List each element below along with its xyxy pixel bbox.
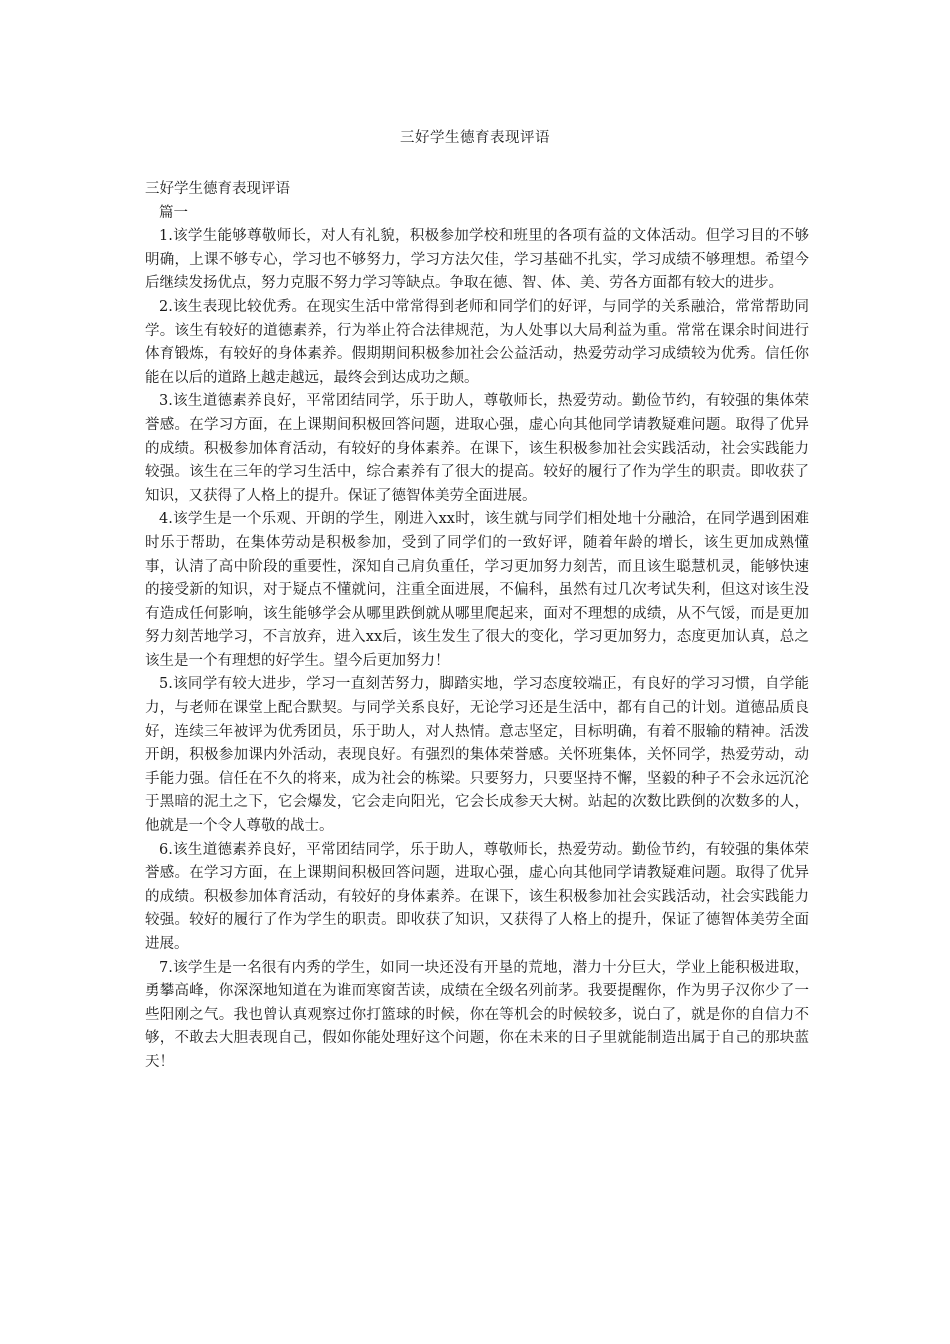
comment-paragraph-2: 2.该生表现比较优秀。在现实生活中常常得到老师和同学们的好评，与同学的关系融洽，常常帮助同学。该生有较好的道德素养，行为举止符合法律规范，为人处事以大局利益为重。常常在课余时间进行体育锻炼，有较好的身体素养。假期期间积极参加社会公益活动，热爱劳动学习成绩较为优秀。信任你能在以后的道路上越走越远，最终会到达成功之颠。: [145, 298, 809, 386]
comment-paragraph-3: 3.该生道德素养良好，平常团结同学，乐于助人，尊敬师长，热爱劳动。勤俭节约，有较强的集体荣誉感。在学习方面，在上课期间积极回答问题，进取心强，虚心向其他同学请教疑难问题。取得了优异的成绩。积极参加体育活动，有较好的身体素养。在课下，该生积极参加社会实践活动，社会实践能力较强。该生在三年的学习生活中，综合素养有了很大的提高。较好的履行了作为学生的职责。即收获了知识，又获得了人格上的提升。保证了德智体美劳全面进展。: [145, 393, 809, 504]
comment-paragraph-7: 7.该学生是一名很有内秀的学生，如同一块还没有开垦的荒地，潜力十分巨大，学业上能积极进取，勇攀高峰，你深深地知道在为谁而寒窗苦读，成绩在全级名列前茅。我要提醒你，作为男子汉你少了一些阳刚之气。我也曾认真观察过你打篮球的时候，你在等机会的时候较多，说白了，就是你的自信力不够，不敢去大胆表现自己，假如你能处理好这个问题，你在未来的日子里就能制造出属于自己的那块蓝天！: [145, 959, 809, 1070]
comment-paragraph-4: 4.该学生是一个乐观、开朗的学生，刚进入xx时，该生就与同学们相处地十分融洽，在同学遇到困难时乐于帮助，在集体劳动是积极参加，受到了同学们的一致好评，随着年龄的增长，该生更加成熟懂事，认清了高中阶段的重要性，深知自己肩负重任，学习更加努力刻苦，而且该生聪慧机灵，能够快速的接受新的知识，对于疑点不懂就问，注重全面进展，不偏科，虽然有过几次考试失利，但这对该生没有造成任何影响，该生能够学会从哪里跌倒就从哪里爬起来，面对不理想的成绩，从不气馁，而是更加努力刻苦地学习，不言放弃，进入xx后，该生发生了很大的变化，学习更加努力，态度更加认真，总之该生是一个有理想的好学生。望今后更加努力！: [145, 511, 809, 669]
section-label: 篇一: [159, 204, 188, 221]
comment-paragraph-5: 5.该同学有较大进步，学习一直刻苦努力，脚踏实地，学习态度较端正，有良好的学习习惯，自学能力，与老师在课堂上配合默契。与同学关系良好，无论学习还是生活中，都有自己的计划。道德品质良好，连续三年被评为优秀团员，乐于助人，对人热情。意志坚定，目标明确，有着不服输的精神。活泼开朗，积极参加课内外活动，表现良好。有强烈的集体荣誉感。关怀班集体，关怀同学，热爱劳动，动手能力强。信任在不久的将来，成为社会的栋梁。只要努力，只要坚持不懈，坚毅的种子不会永远沉沦于黑暗的泥土之下，它会爆发，它会走向阳光，它会长成参天大树。站起的次数比跌倒的次数多的人，他就是一个令人尊敬的战士。: [145, 676, 809, 835]
document-title: 三好学生德育表现评语: [400, 130, 550, 146]
document-body: [145, 178, 809, 1075]
comment-paragraph-6: 6.该生道德素养良好，平常团结同学，乐于助人，尊敬师长，热爱劳动。勤俭节约，有较强的集体荣誉感。在学习方面，在上课期间积极回答问题，进取心强，虚心向其他同学请教疑难问题。取得了优异的成绩。积极参加体育活动，有较好的身体素养。在课下，该生积极参加社会实践活动，社会实践能力较强。较好的履行了作为学生的职责。即收获了知识，又获得了人格上的提升，保证了德智体美劳全面进展。: [145, 841, 809, 952]
document-subtitle: 三好学生德育表现评语: [145, 181, 290, 197]
comment-paragraph-1: 1.该学生能够尊敬师长，对人有礼貌，积极参加学校和班里的各项有益的文体活动。但学习目的不够明确，上课不够专心，学习也不够努力，学习方法欠佳，学习基础不扎实，学习成绩不够理想。希望今后继续发扬优点，努力克服不努力学习等缺点。争取在德、智、体、美、劳各方面都有较大的进步。: [145, 228, 809, 292]
